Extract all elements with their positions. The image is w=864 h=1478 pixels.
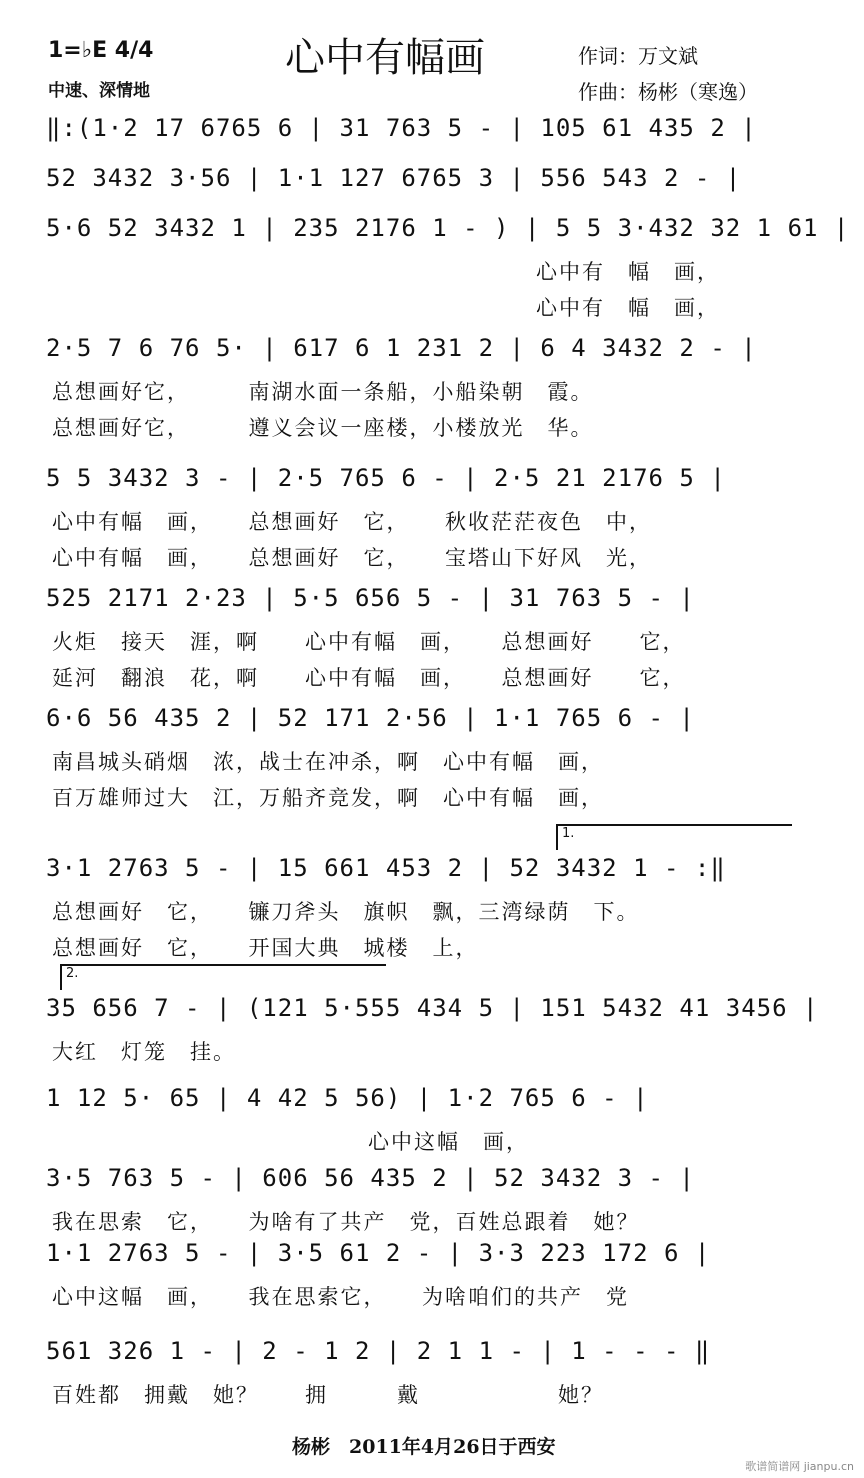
notation-line: 3·1 2763 5 - | 15 661 453 2 | 52 3432 1 - :‖	[46, 854, 726, 882]
lyric-line: 心中这幅 画，	[46, 1130, 529, 1154]
notation-line: 5·6 52 3432 1 | 235 2176 1 - ) | 5 5 3·432 32 1 61 |	[46, 214, 850, 242]
lyric-line: 百姓都 拥戴 她？ 拥 戴 她？	[52, 1383, 604, 1407]
notation-line: 5 5 3432 3 - | 2·5 765 6 - | 2·5 21 2176 5 |	[46, 464, 726, 492]
notation-line: 561 326 1 - | 2 - 1 2 | 2 1 1 - | 1 - - - ‖	[46, 1337, 711, 1365]
lyric-line: 心中有幅 画， 总想画好 它， 宝塔山下好风 光，	[52, 546, 652, 570]
watermark: 歌谱简谱网 jianpu.cn	[745, 1460, 854, 1473]
lyric-line: 心中有幅 画， 总想画好 它， 秋收茫茫夜色 中，	[52, 510, 652, 534]
lyric-line: 大红 灯笼 挂。	[52, 1040, 236, 1064]
notation-line: 3·5 763 5 - | 606 56 435 2 | 52 3432 3 - |	[46, 1164, 695, 1192]
notation-line: 52 3432 3·56 | 1·1 127 6765 3 | 556 543 2 - |	[46, 164, 742, 192]
lyricist-credit: 作词：万文斌	[578, 44, 698, 68]
lyric-line: 心中这幅 画， 我在思索它， 为啥咱们的共产 党	[52, 1285, 629, 1309]
notation-line: 1 12 5· 65 | 4 42 5 56) | 1·2 765 6 - |	[46, 1084, 649, 1112]
lyric-line: 总想画好 它， 镰刀斧头 旗帜 飘，三湾绿荫 下。	[52, 900, 640, 924]
notation-line: ‖:(1·2 17 6765 6 | 31 763 5 - | 105 61 435 2 |	[46, 114, 757, 142]
lyric-line: 百万雄师过大 江，万船齐竞发，啊 心中有幅 画，	[52, 786, 604, 810]
tempo-marking: 中速、深情地	[48, 81, 150, 101]
lyric-line: 延河 翻浪 花，啊 心中有幅 画， 总想画好 它，	[52, 666, 686, 690]
lyric-line: 南昌城头硝烟 浓，战士在冲杀，啊 心中有幅 画，	[52, 750, 604, 774]
notation-line: 2·5 7 6 76 5· | 617 6 1 231 2 | 6 4 3432 2 - |	[46, 334, 757, 362]
notation-line: 1·1 2763 5 - | 3·5 61 2 - | 3·3 223 172 6 |	[46, 1239, 711, 1267]
lyric-line: 总想画好它， 遵义会议一座楼，小楼放光 华。	[52, 416, 594, 440]
lyric-line: 火炬 接天 涯，啊 心中有幅 画， 总想画好 它，	[52, 630, 686, 654]
lyric-line: 心中有 幅 画，	[536, 296, 720, 320]
notation-line: 525 2171 2·23 | 5·5 656 5 - | 31 763 5 - |	[46, 584, 695, 612]
page-title: 心中有幅画	[285, 35, 485, 81]
lyric-line: 我在思索 它， 为啥有了共产 党，百姓总跟着 她？	[52, 1210, 640, 1234]
key-signature: 1=♭E 4/4	[48, 38, 154, 63]
composer-credit: 作曲：杨彬（寒逸）	[578, 80, 758, 104]
notation-line: 35 656 7 - | (121 5·555 434 5 | 151 5432 41 3456 |	[46, 994, 819, 1022]
volta-bracket: 2.	[60, 964, 386, 990]
notation-line: 6·6 56 435 2 | 52 171 2·56 | 1·1 765 6 - |	[46, 704, 695, 732]
footer-signature: 杨彬 2011年4月26日于西安	[292, 1436, 556, 1458]
lyric-line: 总想画好 它， 开国大典 城楼 上，	[52, 936, 479, 960]
lyric-line: 总想画好它， 南湖水面一条船，小船染朝 霞。	[52, 380, 594, 404]
volta-bracket: 1.	[556, 824, 792, 850]
lyric-line: 心中有 幅 画，	[536, 260, 720, 284]
